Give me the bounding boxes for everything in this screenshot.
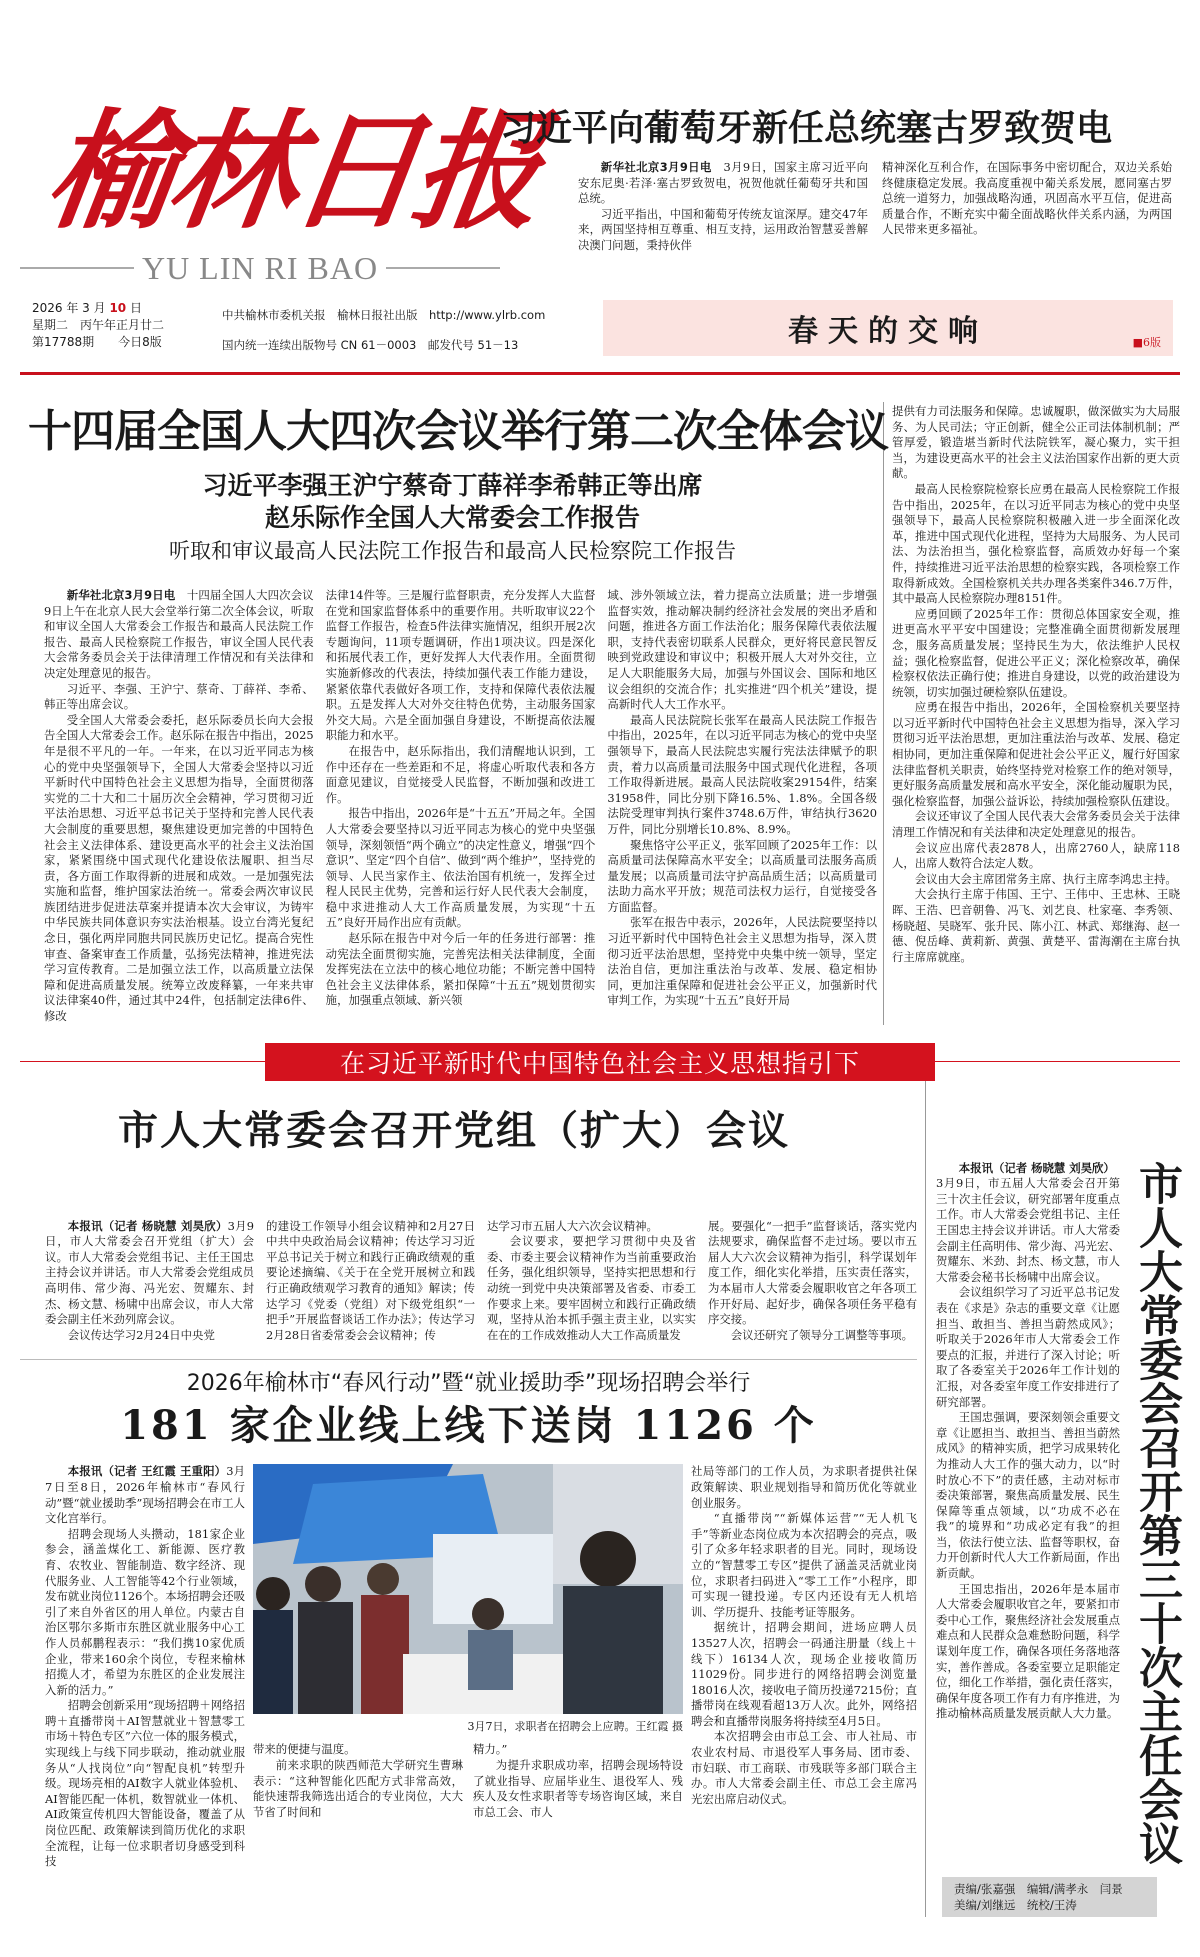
paragraph-text: 3月9日，市五届人大常委会召开第三十次主任会议，研究部署年度重点工作。市人大常委会党组书记、主任王国忠主持会议并讲话。市人大常委会副主任高明伟、常少海、冯光宏、贺耀东、米劲、封杰、杨文慧，市人大常委会秘书长杨啸中出席会议。 xyxy=(936,1160,1121,1284)
paragraph-text: 招聘会现场人头攒动，181家企业参会，涵盖煤化工、新能源、医疗教育、农牧业、智能制造、数字经济、现代服务业、人工智能等42个行业领域，发布就业岗位1126个。本场招聘会还吸引了来自外省区的用人单位。内蒙古自治区鄂尔多斯市东胜区就业服务中心工作人员郝鹏程表示：“我们携10家优质企业，带来160余个岗位，专程来榆林招揽人才，希望为东胜区的企业发展注入新的活力。” xyxy=(45,1526,245,1697)
promo-banner[interactable] xyxy=(603,300,1173,356)
divider xyxy=(386,267,500,269)
paragraph xyxy=(936,1285,1120,1410)
paragraph-text: 会议组织学习了习近平总书记发表在《求是》杂志的重要文章《让愿担当、敢担当、善担当蔚然成风》；听取关于2026年市人大常委会工作要点的汇报，并进行了深入讨论；听取了各委室关于2026年工作计划的汇报，对各委室年度工作安排进行了研究部署。 xyxy=(936,1285,1120,1409)
top-story-headline[interactable]: 习近平向葡萄牙新任总统塞古罗致贺电 xyxy=(500,108,1113,149)
paragraph-text: 会议应出席代表2878人，出席2760人，缺席118人，出席人数符合法定人数。 xyxy=(892,840,1180,871)
party-meeting-headline[interactable]: 市人大常委会召开党组（扩大）会议 xyxy=(118,1106,790,1154)
logo-pinyin-text: YU LIN RI BAO xyxy=(141,249,379,286)
jobs-fair-body xyxy=(20,1464,917,1869)
party-col-1 xyxy=(45,1219,254,1344)
lower-left xyxy=(20,1081,926,1917)
director-meeting-headline[interactable]: 市人大常委会召开第三十次主任会议 xyxy=(1131,1160,1182,1865)
masthead xyxy=(0,0,1200,380)
paragraph xyxy=(487,1219,696,1235)
paragraph xyxy=(45,1219,254,1328)
paragraph xyxy=(326,588,596,744)
paragraph xyxy=(882,160,1172,238)
promo-title: 春天的交响 xyxy=(788,314,988,349)
publisher-info xyxy=(222,300,545,360)
paragraph xyxy=(45,1328,254,1344)
paragraph-text: 王国忠强调，要深刻领会重要文章《让愿担当、敢担当、善担当蔚然成风》的精神实质，把学习成果转化为推动人大工作的强大动力，以“时时放心不下”的责任感，主动对标市委决策部署，聚焦高质量发展、民生保障等重点领域，以“功成不必在我”的境界和“功成必定有我”的担当，依法行使立法、监督等职权，奋力开创新时代人大工作新局面，作出新贡献。 xyxy=(936,1410,1120,1581)
paragraph xyxy=(326,744,596,806)
paragraph xyxy=(708,1328,917,1344)
masthead-rule xyxy=(20,372,1180,375)
paragraph xyxy=(936,1582,1120,1722)
party-col-3 xyxy=(487,1219,696,1344)
issue-number: 第17788期 今日8版 xyxy=(32,335,162,349)
paragraph-text: 十四届全国人大四次会议9日上午在北京人民大会堂举行第二次全体会议，听取和审议全国人大常委会工作报告和最高人民法院工作报告、最高人民检察院工作报告，审议全国人民代表大会常务委员会关于法律清理工作情况和有关法律和决定处理意见的报告。 xyxy=(44,588,314,680)
main-story xyxy=(0,380,1200,1025)
top-story-col-2 xyxy=(882,160,1172,254)
paragraph xyxy=(253,1758,463,1820)
main-col-2 xyxy=(326,588,596,1025)
paragraph-text: 据统计，招聘会期间，进场应聘人员13527人次，招聘会一码通注册量（线上＋线下）16134人次，现场企业接收简历11029份。同步进行的网络招聘会浏览量18016人次，接收电子简历投递7215份；直播带岗在线观看超13万人次。此外，网络招聘会和直播带岗服务将持续至4月5日。 xyxy=(691,1620,917,1728)
paragraph xyxy=(708,1219,917,1328)
paragraph xyxy=(607,915,877,1009)
credit-line: 美编/刘继远 统校/王涛 xyxy=(954,1897,1077,1912)
paragraph-text: 聚焦恪守公平正义，张军回顾了2025年工作：以高质量司法保障高水平安全；以高质量司法服务高质量发展；以高质量司法守护高品质生活；以高质量司法助力高水平开放；规范司法权力运行，自觉接受各方面监督。 xyxy=(607,837,878,914)
jobs-col-1 xyxy=(45,1464,245,1869)
paragraph xyxy=(691,1464,917,1511)
paragraph-text: 本次招聘会由市总工会、市人社局、市农业农村局、市退役军人事务局、团市委、市妇联、市工商联、市残联等多部门联合主办。市人大常委会副主任、市总工会主席冯光宏出席启动仪式。 xyxy=(691,1729,917,1806)
jobs-fair-kicker: 2026年榆林市“春风行动”暨“就业援助季”现场招聘会举行 xyxy=(186,1371,751,1397)
paragraph-text: 为提升求职成功率，招聘会现场特设了就业指导、应届毕业生、退役军人、残疾人及女性求职者等专场咨询区域，来自市总工会、市人 xyxy=(473,1757,683,1819)
dateline: 新华社北京3月9日电 xyxy=(66,588,176,602)
dateline: 本报讯（记者 杨晓慧 刘昊欣） xyxy=(67,1218,228,1233)
paragraph-text: 提供有力司法服务和保障。忠诚履职，做深做实为大局服务、为人民司法；守正创新，健全公正司法体制机制；严管厚爱，锻造堪当新时代法院铁军，凝心聚力，实干担当，为建设更高水平的社会主义法治国家作出新的更大贡献。 xyxy=(892,404,1180,481)
paragraph-text: 最高人民法院院长张军在最高人民法院工作报告中指出，2025年，在以习近平同志为核心的党中央坚强领导下，最高人民法院忠实履行宪法法律赋予的职责，着力以高质量司法服务中国式现代化进程，各项工作取得新进展。最高人民法院收案29154件，结案31958件，同比分别下降16.5%、1.8%。全国各级法院受理审判执行案件3748.6万件，审结执行3620万件，同比分别增长10.8%、8.9%。 xyxy=(607,712,878,836)
paragraph-text: 会议传达学习2月24日中央党 xyxy=(67,1327,215,1342)
main-col-1 xyxy=(44,588,314,1025)
paragraph xyxy=(691,1729,917,1807)
paragraph-text: 3月9日，市人大常委会召开党组（扩大）会议。市人大常委会党组书记、主任王国忠主持会议并讲话。市人大常委会党组成员高明伟、常少海、冯光宏、贺耀东、封杰、杨文慧、杨啸中出席会议，市人大常委会副主任米劲列席会议。 xyxy=(45,1218,254,1327)
paragraph-text: 张军在报告中表示，2026年，人民法院要坚持以习近平新时代中国特色社会主义思想为指导，深入贯彻习近平法治思想，坚持党中央集中统一领导，坚定法治自信，更加注重法治与改革、发展、稳定相协同，更加注重保障和促进社会公平正义，加强新时代审判工作，为实现“十五五”良好开局 xyxy=(607,915,878,1008)
publisher-line: 中共榆林市委机关报 榆林日报社出版 http://www.ylrb.com xyxy=(222,308,546,322)
paragraph-text: 法律14件等。三是履行监督职责，充分发挥人大监督在党和国家监督体系中的重要作用。共听取审议22个监督工作报告，检查5件法律实施情况，组织开展2次专题询问，11项专题调研，作出1项决议。四是深化和拓展代表工作，更好发挥人大代表作用。全面贯彻实施新修改的代表法，持续加强代表工作能力建设，紧紧依靠代表做好各项工作，支持和保障代表依法履职。五是发挥人大对外交往特色优势，主动服务国家外交大局。六是全面加强自身建设，不断提高依法履职能力和水平。 xyxy=(325,588,596,743)
paragraph xyxy=(607,588,877,713)
paragraph-text: 社局等部门的工作人员，为求职者提供社保政策解读、职业规划指导和简历优化等就业创业服务。 xyxy=(691,1464,917,1510)
paragraph-text: 会议要求，要把学习贯彻中央及省委、市委主要会议精神作为当前重要政治任务，强化组织领导，坚持实把思想和行动统一到党中央决策部署及省委、市委工作要求上来。要牢固树立和践行正确政绩观，坚持从治本抓手强主责主业，以实实在在的工作成效推动人大工作高质量发 xyxy=(487,1234,696,1342)
paragraph xyxy=(892,841,1180,872)
dateline: 新华社北京3月9日电 xyxy=(600,160,712,174)
lower-section xyxy=(20,1081,1180,1917)
paragraph-text: 应勇回顾了2025年工作：贯彻总体国家安全观，推进更高水平平安中国建设；完整准确全面贯彻新发展理念，服务高质量发展；坚持民生为大，依法维护人民权益；强化检察监督，促进公平正义；深化检察改革，确保检察权依法正确行使；推进自身建设，以党的政治建设为统领，切实加强过硬检察队伍建设。 xyxy=(892,606,1180,699)
top-story-col-1 xyxy=(578,160,868,254)
paragraph xyxy=(45,1698,245,1870)
party-meeting-columns xyxy=(20,1219,917,1344)
paragraph xyxy=(45,1527,245,1699)
paragraph-text: 在报告中，赵乐际指出，我们清醒地认识到，工作中还存在一些差距和不足，将虚心听取代表和各方面意见建议，自觉接受人民监督，不断加强和改进工作。 xyxy=(325,743,596,805)
paragraph xyxy=(691,1511,917,1620)
jobs-middle xyxy=(253,1464,683,1869)
paragraph-text: 报告中指出，2026年是“十五五”开局之年。全国人大常委会要坚持以习近平同志为核心的党中央坚强领导，深刻领悟“两个确立”的决定性意义，增强“四个意识”、坚定“四个自信”、做到“两个维护”，坚持党的领导、人民当家作主、依法治国有机统一，发挥全过程人民民主优势，完善和运行好人民代表大会制度，稳中求进推动人大工作高质量发展，为实现“十五五”良好开局作出应有贡献。 xyxy=(325,806,596,930)
paragraph-text: 赵乐际在报告中对今后一年的任务进行部署：推动宪法全面贯彻实施，完善宪法相关法律制度，全面发挥宪法在立法中的核心地位功能；不断完善中国特色社会主义法律体系，紧扣保障“十五五”规划贯彻实施，加强重点领域、新兴领 xyxy=(325,931,596,1008)
paragraph xyxy=(892,404,1180,482)
paragraph xyxy=(44,682,314,713)
paragraph-text: 应勇在报告中指出，2026年，全国检察机关要坚持以习近平新时代中国特色社会主义思想为指导，深入学习贯彻习近平法治思想，更加注重法治与改革、发展、稳定相协同，更加注重保障和促进社会公平正义，履行好国家法律监督机关职责，始终坚持党对检察工作的绝对领导，更好服务高质量发展和高水平安全，深化能动履职为民，强化检察监督，加强公益诉讼，持续加强检察队伍建设。 xyxy=(892,700,1180,808)
jobs-col-4 xyxy=(691,1464,917,1869)
main-story-columns xyxy=(28,588,877,1025)
job-seekers-photo-illustration xyxy=(253,1464,683,1714)
main-headline[interactable]: 十四届全国人大四次会议举行第二次全体会议 xyxy=(28,406,888,457)
dateline: 本报讯（记者 王红霞 王重阳） xyxy=(67,1464,227,1479)
paragraph xyxy=(892,809,1180,840)
party-col-4 xyxy=(708,1219,917,1344)
director-meeting-wrap xyxy=(936,1161,1180,1865)
paragraph xyxy=(892,700,1180,809)
paragraph xyxy=(936,1410,1120,1582)
paragraph-text: 习近平、李强、王沪宁、蔡奇、丁薛祥、李希、韩正等出席会议。 xyxy=(44,681,314,712)
paragraph xyxy=(487,1234,696,1343)
subhead-2: 赵乐际作全国人大常委会工作报告 xyxy=(264,503,640,532)
paragraph xyxy=(473,1758,683,1820)
paragraph xyxy=(44,588,314,682)
paragraph xyxy=(44,713,314,1025)
main-story-left xyxy=(28,402,888,1025)
date-info xyxy=(32,300,164,351)
paragraph-text: 3月9日，国家主席习近平向安东尼奥·若泽·塞古罗致贺电，祝贺他就任葡萄牙共和国总统。 xyxy=(578,160,868,206)
paragraph xyxy=(892,482,1180,607)
jobs-fair-photo[interactable] xyxy=(253,1464,683,1714)
jobs-middle-columns xyxy=(253,1742,683,1820)
paragraph xyxy=(266,1219,475,1344)
paragraph xyxy=(578,207,868,254)
paragraph-text: 习近平指出，中国和葡萄牙传统友谊深厚。建交47年来，两国坚持相互尊重、相互支持，运用政治智慧妥善解决澳门问题，秉持伙伴 xyxy=(578,206,868,252)
paragraph xyxy=(607,713,877,838)
paragraph-text: 域、涉外领域立法，着力提高立法质量；进一步增强监督实效，推动解决制约经济社会发展的突出矛盾和问题，推进各方面工作法治化；服务保障代表依法履职，支持代表密切联系人民群众，更好将民意民智反映到党政建设和审议中；积极开展人大对外交往，立足人大职能服务大局，加强与外国议会、国际和地区议会组织的交流合作；扎实推进“四个机关”建设，提高新时代人大工作水平。 xyxy=(607,588,878,712)
director-meeting-body xyxy=(936,1161,1120,1722)
paragraph-text: “直播带岗”“新媒体运营”“无人机飞手”等新业态岗位成为本次招聘会的亮点，吸引了众多年轻求职者的目光。同时，现场设立的“智慧零工专区”提供了涵盖灵活就业岗位，求职者扫码进入“零工工作”小程序，即可实现一键投递。专区内还设有无人机培训、学历提升、技能考证等服务。 xyxy=(691,1511,917,1619)
paragraph xyxy=(892,887,1180,965)
paragraph xyxy=(691,1620,917,1729)
divider xyxy=(20,1061,265,1062)
paragraph xyxy=(253,1742,463,1758)
paragraph-text: 3月7日至8日，2026年榆林市“春风行动”暨“就业援助季”现场招聘会在市工人文化宫举行。 xyxy=(45,1464,246,1526)
paragraph-text: 会议还研究了领导分工调整等事项。 xyxy=(730,1327,914,1342)
serial-line: 国内统一连续出版物号 CN 61－0003 邮发代号 51－13 xyxy=(222,338,519,352)
theme-band-row xyxy=(20,1043,1180,1081)
paragraph-text: 的建设工作领导小组会议精神和2月27日中共中央政治局会议精神；传达学习习近平总书记关于树立和践行正确政绩观的重要论述摘编、《关于在全党开展树立和践行正确政绩观学习教育的通知》解读；传达学习《党委（党组）对下级党组织“一把手”开展监督谈话工作办法》；传达学习2月28日省委常委会会议精神；传 xyxy=(266,1218,475,1342)
divider xyxy=(935,1061,1180,1062)
paragraph xyxy=(473,1742,683,1758)
subhead-1: 习近平李强王沪宁蔡奇丁薛祥李希韩正等出席 xyxy=(202,471,703,500)
promo-page-ref: ■6版 xyxy=(1132,336,1161,349)
paragraph xyxy=(45,1464,245,1526)
jobs-fair-headline[interactable]: 181 家企业线上线下送岗 1126 个 xyxy=(120,1402,817,1450)
paragraph xyxy=(892,872,1180,888)
subhead-3: 听取和审议最高人民法院工作报告和最高人民检察院工作报告 xyxy=(169,539,736,563)
paragraph-text: 招聘会创新采用“现场招聘＋网络招聘＋直播带岗＋AI智慧就业＋智慧零工市场＋特色专区”六位一体的服务模式，实现线上与线下同步联动，推动就业服务从“人找岗位”向“智配良机”转型升级。现场亮相的AI数字人就业体验机、AI智能匹配一体机，数智就业一体机、AI政策宣传机四大智能设备，覆盖了从岗位匹配、政策解读到简历优化的求职全流程，让每一位求职者切身感受到科技 xyxy=(45,1698,245,1869)
paragraph xyxy=(607,838,877,916)
issue-date: 2026 年 3 月 10 日 xyxy=(32,301,142,315)
director-meeting xyxy=(926,1081,1180,1917)
paragraph xyxy=(936,1161,1120,1286)
paragraph-text: 会议还审议了全国人民代表大会常务委员会关于法律清理工作情况和有关法律和决定处理意见的报告。 xyxy=(892,809,1180,840)
newspaper-logo-pinyin xyxy=(20,250,500,286)
newspaper-logo: 榆林日报 xyxy=(37,97,547,247)
editor-credits xyxy=(942,1877,1157,1917)
party-col-2 xyxy=(266,1219,475,1344)
credit-line: 责编/张嘉强 编辑/满孝永 闫景 xyxy=(954,1881,1123,1896)
paragraph-text: 王国忠指出，2026年是本届市人大常委会履职收官之年，要紧扣市委中心工作，聚焦经济社会发展重点难点和人民群众急难愁盼问题，科学谋划年度工作，确保各项任务落地落实，善作善成。各委室要立足职能定位，细化工作举措，强化责任落实，确保年度各项工作有力有序推进，为推动榆林高质量发展贡献人大力量。 xyxy=(936,1581,1120,1721)
paragraph-text: 会议由大会主席团常务主席、执行主席李鸿忠主持。 xyxy=(914,871,1177,886)
main-col-4 xyxy=(892,402,1180,1025)
divider xyxy=(20,1359,917,1360)
paragraph xyxy=(892,607,1180,701)
paragraph-text: 带来的便捷与温度。 xyxy=(253,1742,356,1757)
photo-caption: 3月7日，求职者在招聘会上应聘。王红霞 摄 xyxy=(467,1720,683,1734)
paragraph-text: 最高人民检察院检察长应勇在最高人民检察院工作报告中指出，2025年，在以习近平同志为核心的党中央坚强领导下，最高人民检察院积极融入进一步全面深化改革，推进中国式现代化进程，坚持为大局服务、为人民司法、为法治担当，强化检察监督，高质效办好每一个案件，持续推进习近平法治思想的检察实践，各项检察工作取得新成效。全国检察机关共办理各类案件346.7万件，其中最高人民检察院办理8151件。 xyxy=(892,481,1180,606)
paragraph xyxy=(326,931,596,1009)
divider xyxy=(20,267,134,269)
page-footer-space xyxy=(0,1917,1200,1957)
weekday-lunar: 星期二 丙午年正月廿二 xyxy=(32,318,165,332)
paragraph-text: 大会执行主席于伟国、王宁、王伟中、王忠林、王晓晖、王浩、巴音朝鲁、冯飞、刘艺良、杜家毫、李秀领、杨晓超、吴晓军、张升民、陈小江、林武、郑继海、赵一德、倪岳峰、黄莉新、黄强、黄楚平、雷海潮在主席台执行主席席就座。 xyxy=(892,887,1180,964)
theme-band: 在习近平新时代中国特色社会主义思想指引下 xyxy=(265,1043,935,1081)
paragraph-text: 精神深化互利合作，在国际事务中密切配合，双边关系始终健康稳定发展。我高度重视中葡关系发展，愿同塞古罗总统一道努力，加强战略沟通，巩固高水平互信，促进高质量合作，不断充实中葡全面战略伙伴关系内涵，为两国人民带来更多福祉。 xyxy=(882,160,1172,237)
paragraph-text: 展。要强化“一把手”监督谈话，落实党内法规要求，确保监督不走过场。要以市五届人大六次会议精神为指引，科学谋划年度工作，细化实化举措，压实责任落实，为本届市人大常委会履职收官之年各项工作开好局、起好步，确保各项任务平稳有序交接。 xyxy=(708,1218,917,1327)
paragraph-text: 受全国人大常委会委托，赵乐际委员长向大会报告全国人大常委会工作。赵乐际在报告中指出，2025年是很不平凡的一年。一年来，在以习近平同志为核心的党中央坚强领导下，全国人大常委会坚持以习近平新时代中国特色社会主义思想为指导，全面贯彻落实党的二十大和二十届历次全会精神，学习贯彻习近平法治思想、习近平总书记关于坚持和完善人民代表大会制度的重要思想，聚焦建设更加完善的中国特色社会主义法律体系、建设更高水平的社会主义法治国家，紧紧围绕中国式现代化建设依法履职、担当尽责，各方面工作取得新的进展和成效。一是加强宪法实施和监督，维护国家法治统一。常委会两次审议民族团结进步促进法草案并提请本次大会审议，为铸牢中华民族共同体意识夯实法治根基。设立台湾光复纪念日，强化两岸同胞共同民族历史记忆。提高合宪性审查、备案审查工作质量，弘扬宪法精神，推进宪法学习宣传教育。二是加强立法工作，以高质量立法保障和促进高质量发展。统筹立改废释纂，一年来共审议法律案40件，通过其中24件，包括制定法律6件、修改 xyxy=(44,712,314,1024)
dateline: 本报讯（记者 杨晓慧 刘昊欣） xyxy=(958,1160,1110,1175)
jobs-col-2 xyxy=(253,1742,463,1820)
top-story-body xyxy=(578,160,1172,254)
paragraph-text: 达学习市五届人大六次会议精神。 xyxy=(487,1218,658,1233)
paragraph xyxy=(578,160,868,207)
paragraph xyxy=(326,806,596,931)
paragraph-text: 精力。” xyxy=(473,1742,508,1757)
paragraph-text: 前来求职的陕西师范大学研究生曹琳表示：“这种智能化匹配方式非常高效，能快速帮我筛选出适合的专业岗位，大大节省了时间和 xyxy=(253,1757,463,1819)
main-col-3 xyxy=(607,588,877,1025)
jobs-col-3 xyxy=(473,1742,683,1820)
